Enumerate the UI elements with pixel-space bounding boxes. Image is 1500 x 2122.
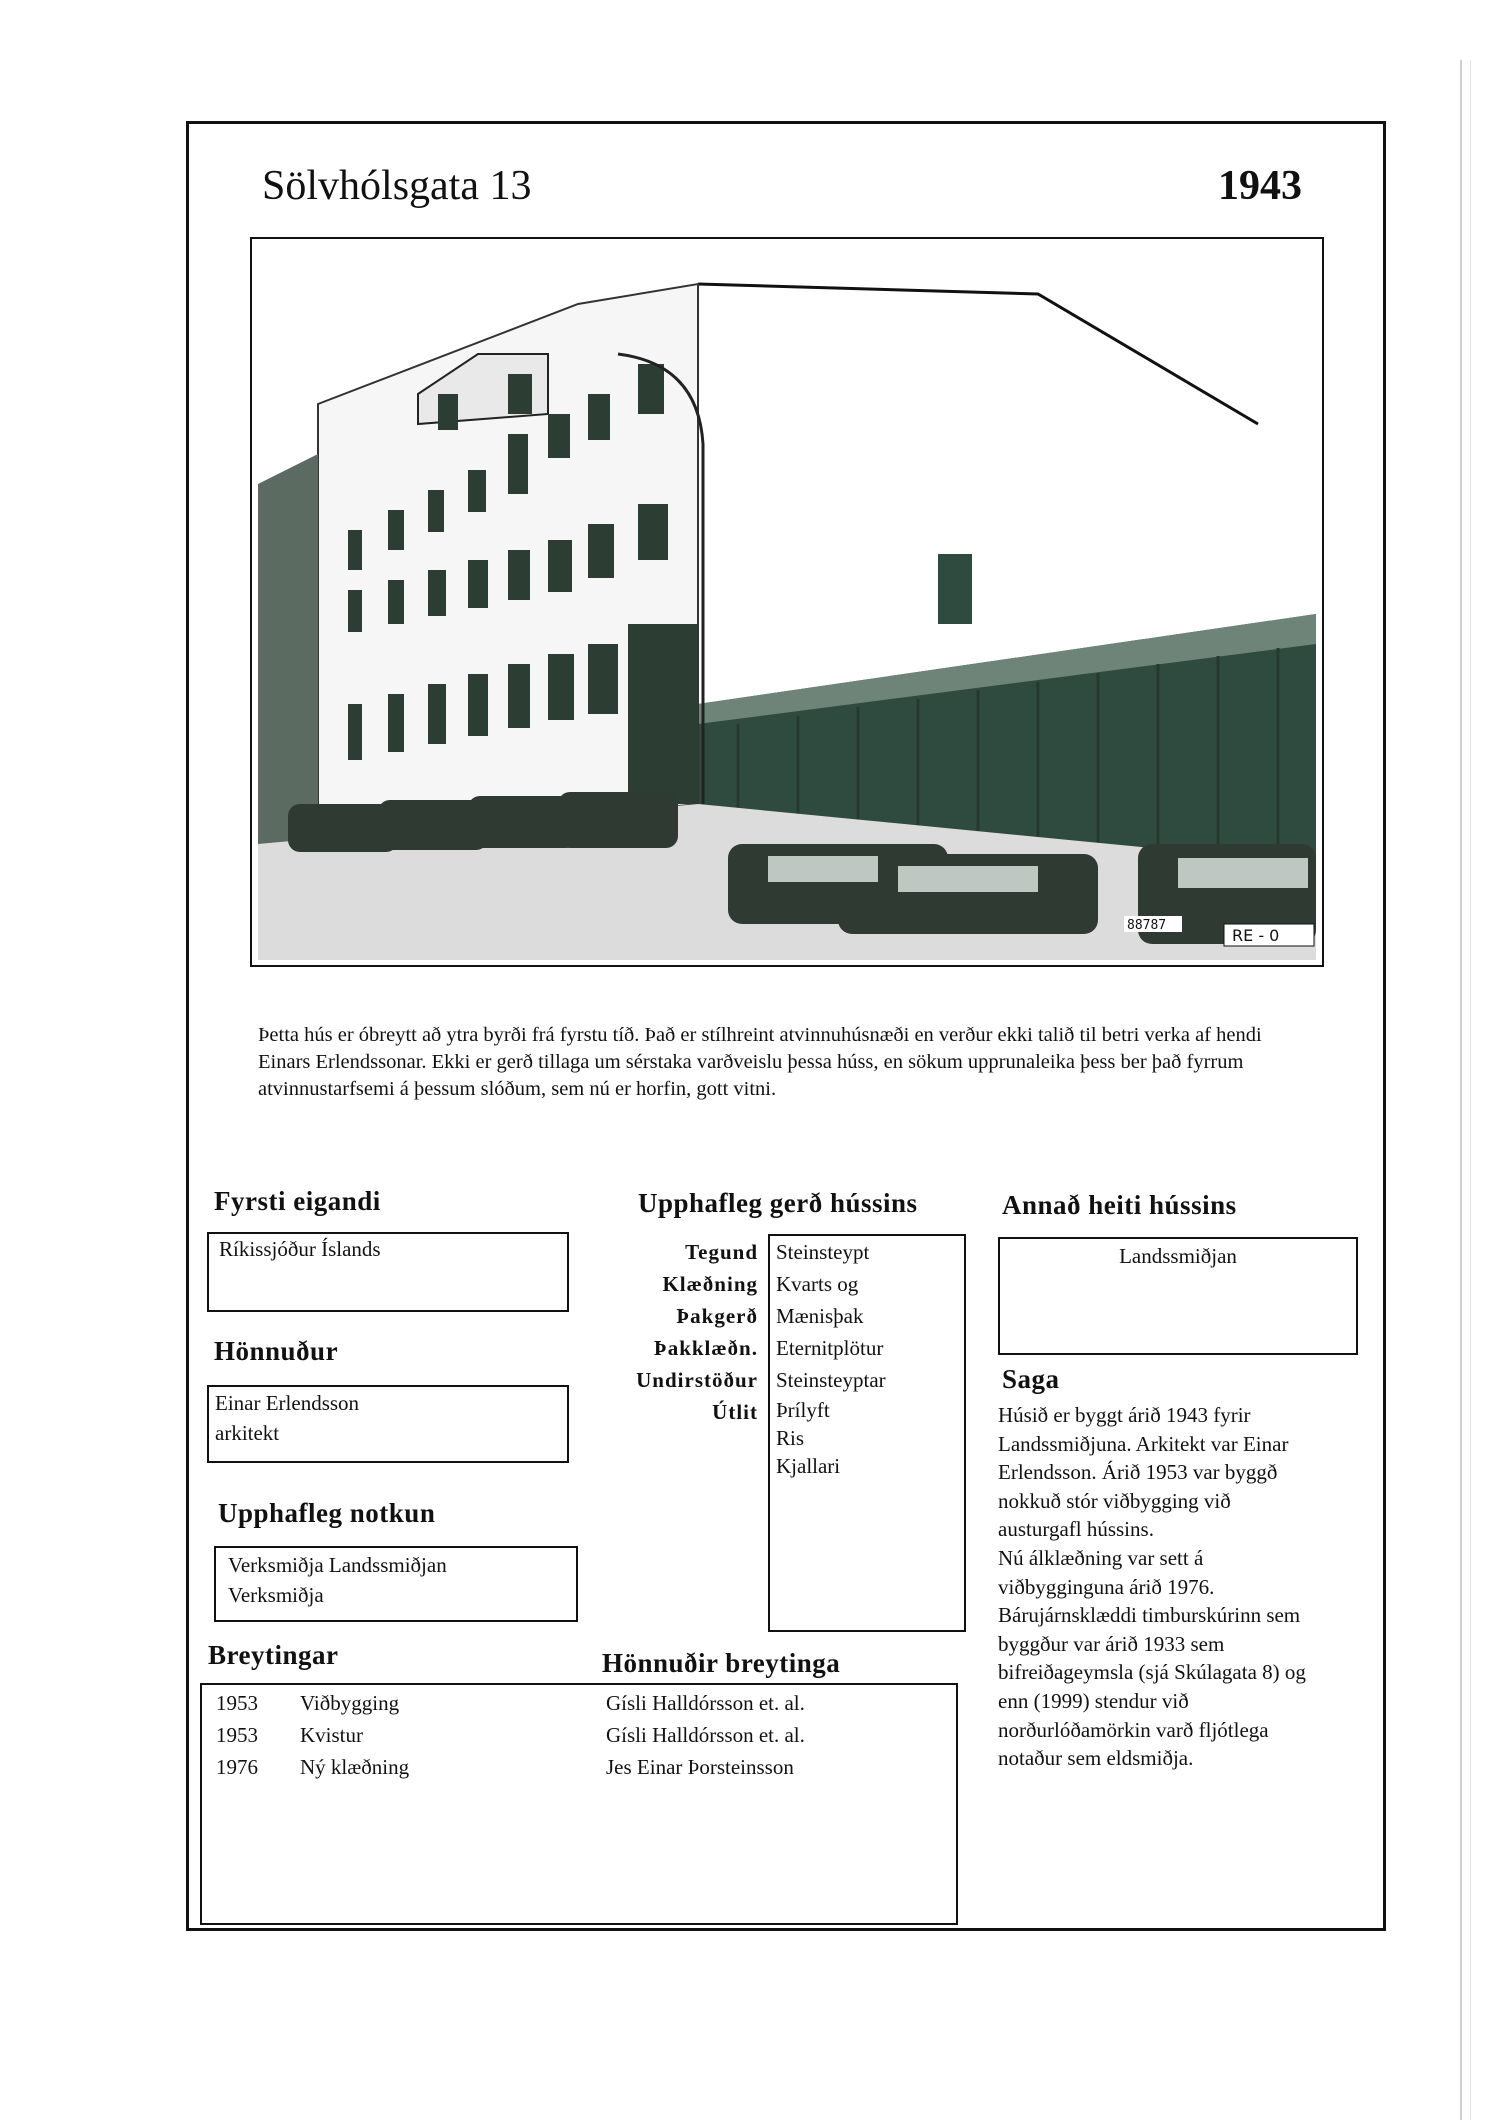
cell-designer: Gísli Halldórsson et. al. — [606, 1723, 805, 1747]
value-klaedning: Kvarts og — [776, 1272, 859, 1296]
table-row — [216, 1719, 805, 1751]
saga-line: Erlendsson. Árið 1953 var byggð — [998, 1460, 1278, 1485]
label-klaedning: Klæðning — [662, 1272, 758, 1296]
scan-edge-line — [1460, 60, 1462, 2120]
box-breytingar — [200, 1683, 958, 1925]
saga-line: notaður sem eldsmiðja. — [998, 1746, 1194, 1771]
heading-upphafleg-gerd: Upphafleg gerð hússins — [638, 1188, 918, 1218]
cell-change: Ný klæðning — [300, 1755, 410, 1779]
cell-year: 1976 — [216, 1755, 258, 1779]
saga-line: Nú álklæðning var sett á — [998, 1545, 1204, 1570]
box-upphafleg-notkun — [214, 1546, 578, 1622]
box-fyrsti-eigandi — [207, 1232, 569, 1312]
label-thakklaedn: Þakklæðn. — [653, 1336, 758, 1360]
cell-year: 1953 — [216, 1723, 258, 1747]
heading-annad-heiti: Annað heiti hússins — [1002, 1190, 1237, 1220]
label-thakgerd: Þakgerð — [676, 1304, 758, 1328]
value-thakklaedn: Eternitplötur — [776, 1336, 884, 1360]
building-photo — [258, 244, 1316, 960]
heading-breytingar: Breytingar — [208, 1640, 339, 1670]
value-thakgerd: Mænisþak — [776, 1304, 864, 1328]
saga-line: norðurlóðamörkin varð fljótlega — [998, 1717, 1269, 1742]
heading-honnudir-breytinga: Hönnuðir breytinga — [602, 1648, 841, 1678]
label-utlit: Útlit — [712, 1400, 758, 1424]
value-honnudur-line2: arkitekt — [215, 1421, 280, 1445]
cell-change: Viðbygging — [300, 1691, 400, 1715]
page-title: Sölvhólsgata 13 — [262, 163, 532, 209]
cell-change: Kvistur — [300, 1723, 363, 1747]
value-tegund: Steinsteypt — [776, 1240, 870, 1264]
saga-line: bifreiðageymsla (sjá Skúlagata 8) og — [998, 1660, 1306, 1685]
cell-year: 1953 — [216, 1691, 258, 1715]
description-text: Þetta hús er óbreytt að ytra byrði frá fyrstu tíð. Það er stílhreint atvinnuhúsnæði en verður ekki talið til betri verka af hendi Einars Erlendssonar. Ekki er gerð tillaga um sérstaka varðveislu þessa húss, en sökum upprunaleika þess ber það fyrrum atvinnustarfsemi á þessum slóðum, sem nú er horfin, gott vitni. — [258, 1024, 1262, 1100]
heading-upphafleg-notkun: Upphafleg notkun — [218, 1498, 436, 1528]
plate-text-left: 88787 — [1127, 918, 1167, 933]
heading-honnudur: Hönnuður — [214, 1336, 339, 1366]
value-fyrsti-eigandi: Ríkissjóður Íslands — [219, 1237, 381, 1261]
breytingar-table — [216, 1687, 805, 1783]
value-annad-heiti: Landssmiðjan — [1119, 1244, 1237, 1268]
value-notkun-line1: Verksmiðja Landssmiðjan — [228, 1553, 447, 1577]
box-annad-heiti — [998, 1237, 1358, 1355]
saga-line: Landssmiðjuna. Arkitekt var Einar — [998, 1431, 1289, 1456]
value-utlit-2: Ris — [776, 1426, 805, 1450]
gerd-labels — [578, 1236, 758, 1428]
heading-saga: Saga — [1002, 1364, 1060, 1394]
label-undirstodur: Undirstöður — [636, 1368, 758, 1392]
heading-fyrsti-eigandi: Fyrsti eigandi — [214, 1186, 381, 1216]
saga-line: enn (1999) stendur við — [998, 1688, 1189, 1713]
table-row — [216, 1687, 805, 1719]
value-utlit-3: Kjallari — [776, 1454, 841, 1478]
saga-line: Bárujárnsklæddi timburskúrinn sem — [998, 1603, 1301, 1628]
saga-text — [998, 1401, 1358, 1773]
cell-designer: Gísli Halldórsson et. al. — [606, 1691, 805, 1715]
saga-line: viðbygginguna árið 1976. — [998, 1574, 1215, 1599]
table-row — [216, 1751, 805, 1783]
value-notkun-line2: Verksmiðja — [228, 1583, 324, 1607]
plate-text-right: RE - 0 — [1232, 926, 1280, 945]
box-honnudur — [207, 1385, 569, 1463]
scan-edge-line-2 — [1470, 60, 1471, 2120]
saga-line: byggður var árið 1933 sem — [998, 1631, 1225, 1656]
value-honnudur-line1: Einar Erlendsson — [215, 1391, 360, 1415]
saga-line: nokkuð stór viðbygging við — [998, 1488, 1231, 1513]
value-utlit-1: Þrílyft — [776, 1398, 830, 1422]
saga-line: Húsið er byggt árið 1943 fyrir — [998, 1403, 1251, 1427]
label-tegund: Tegund — [685, 1240, 758, 1264]
saga-line: austurgafl hússins. — [998, 1517, 1154, 1542]
value-undirstodur: Steinsteyptar — [776, 1368, 886, 1392]
cell-designer: Jes Einar Þorsteinsson — [606, 1755, 794, 1779]
year-label: 1943 — [1218, 163, 1302, 209]
box-upphafleg-gerd — [768, 1234, 966, 1632]
